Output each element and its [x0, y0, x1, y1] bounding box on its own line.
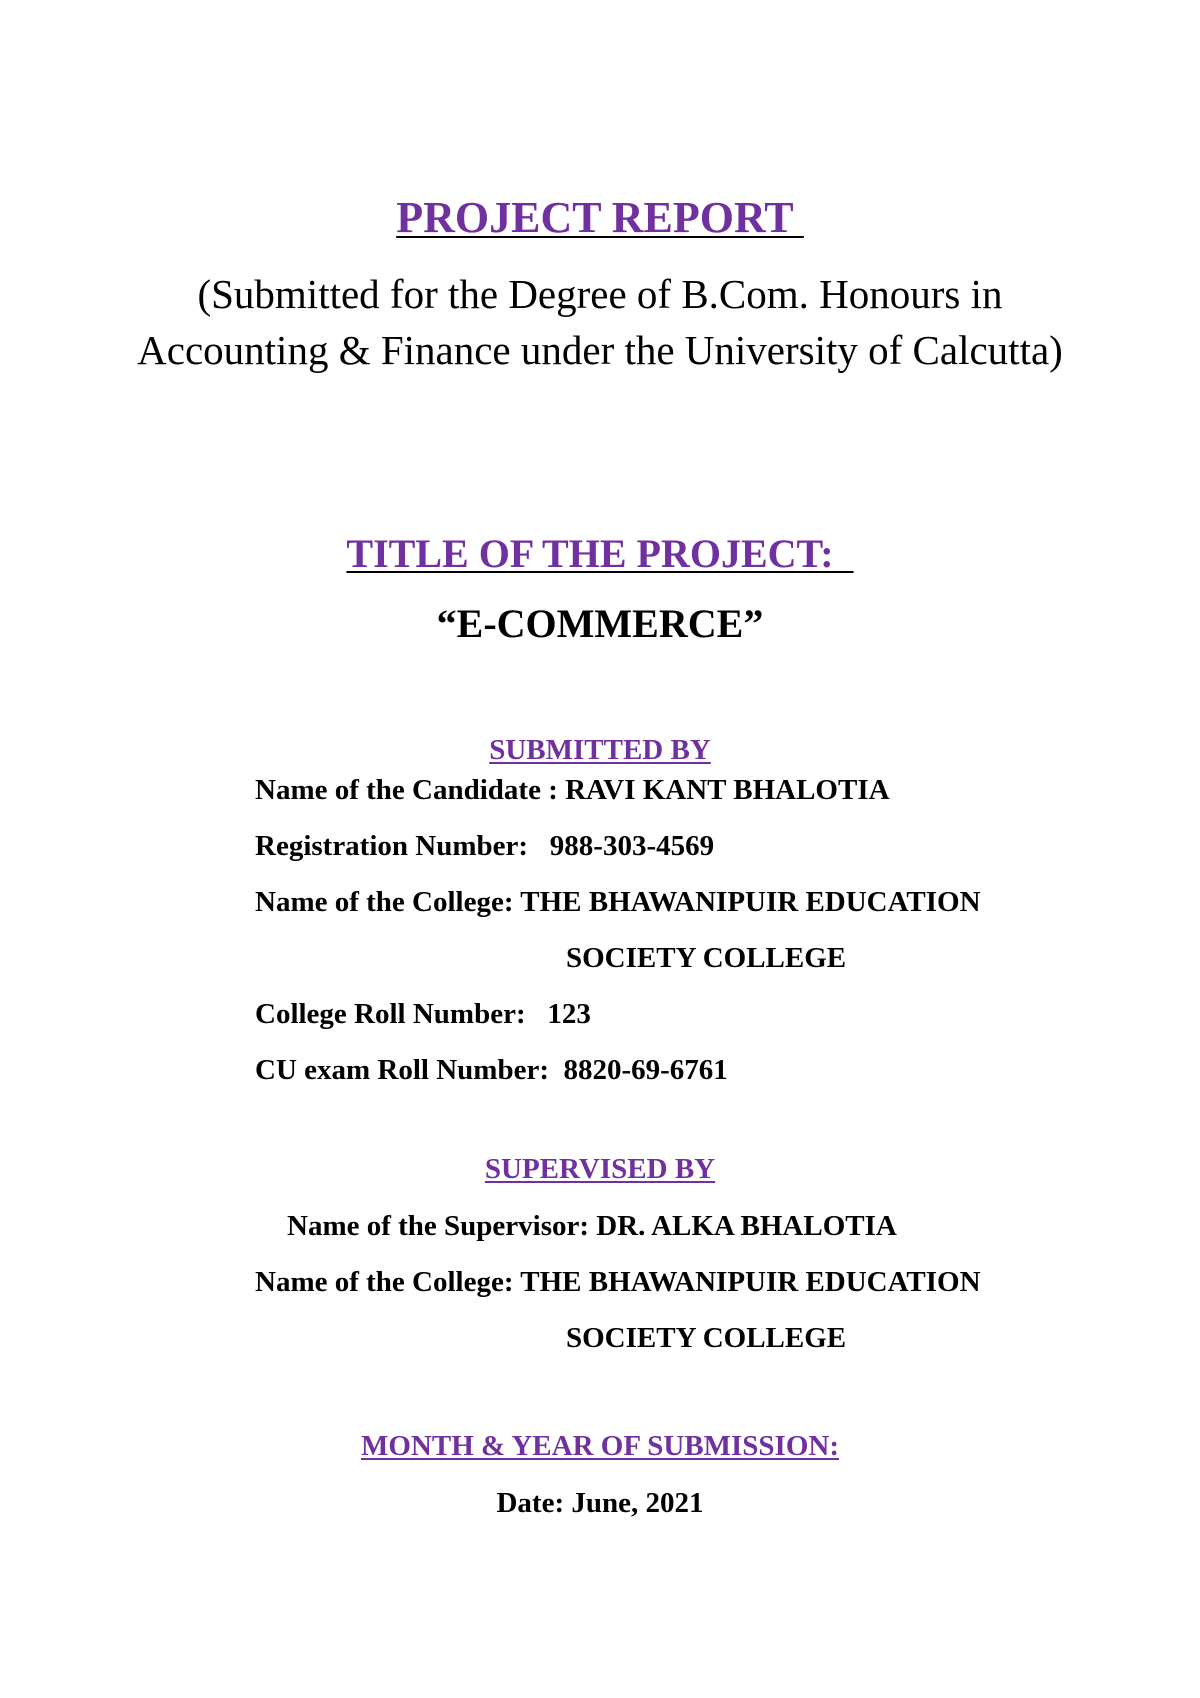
submission-date-label: Date: [496, 1487, 572, 1519]
supervisor-name-label: Name of the Supervisor: [287, 1210, 597, 1242]
submission-date-heading-text: MONTH & YEAR OF SUBMISSION: [361, 1430, 839, 1462]
college-roll-number-label: College Roll Number: [255, 998, 548, 1030]
project-title-heading [0, 530, 1200, 577]
supervisor-college-value: THE BHAWANIPUIR EDUCATION [520, 1266, 981, 1298]
supervisor-college-label: Name of the College: [255, 1266, 521, 1298]
report-title [0, 192, 1200, 243]
supervisor-college-value-continued: SOCIETY COLLEGE [566, 1322, 847, 1354]
registration-number-value: 988-303-4569 [549, 830, 715, 862]
candidate-name-row [255, 774, 890, 807]
report-subtitle: (Submitted for the Degree of B.Com. Honours in Accounting & Finance under the University of Calcutta) [137, 271, 1063, 373]
college-roll-number-row [255, 998, 591, 1031]
project-title-heading-text: TITLE OF THE PROJECT: [346, 531, 854, 576]
supervisor-name-row [287, 1210, 897, 1243]
submitted-by-heading [0, 734, 1200, 767]
candidate-name-label: Name of the Candidate : [255, 774, 566, 806]
registration-number-row [255, 830, 714, 863]
supervised-by-heading [0, 1153, 1200, 1186]
submission-date-row [0, 1487, 1200, 1520]
report-title-text: PROJECT REPORT [396, 193, 804, 242]
cu-exam-roll-number-value: 8820-69-6761 [563, 1054, 728, 1086]
supervisor-college-row [255, 1266, 981, 1299]
candidate-college-value: THE BHAWANIPUIR EDUCATION [520, 886, 981, 918]
registration-number-label: Registration Number: [255, 830, 550, 862]
project-title: “E-COMMERCE” [436, 601, 764, 646]
submitted-by-heading-text: SUBMITTED BY [489, 734, 711, 766]
submission-date-heading [0, 1430, 1200, 1463]
candidate-college-row [255, 886, 981, 919]
cu-exam-roll-number-row [255, 1054, 728, 1087]
candidate-name-value: RAVI KANT BHALOTIA [565, 774, 890, 806]
college-roll-number-value: 123 [547, 998, 591, 1030]
supervisor-name-value: DR. ALKA BHALOTIA [596, 1210, 897, 1242]
cu-exam-roll-number-label: CU exam Roll Number: [255, 1054, 564, 1086]
supervised-by-heading-text: SUPERVISED BY [484, 1153, 716, 1185]
candidate-college-label: Name of the College: [255, 886, 521, 918]
submission-date-value: June, 2021 [571, 1487, 704, 1519]
candidate-college-value-continued: SOCIETY COLLEGE [566, 942, 847, 974]
